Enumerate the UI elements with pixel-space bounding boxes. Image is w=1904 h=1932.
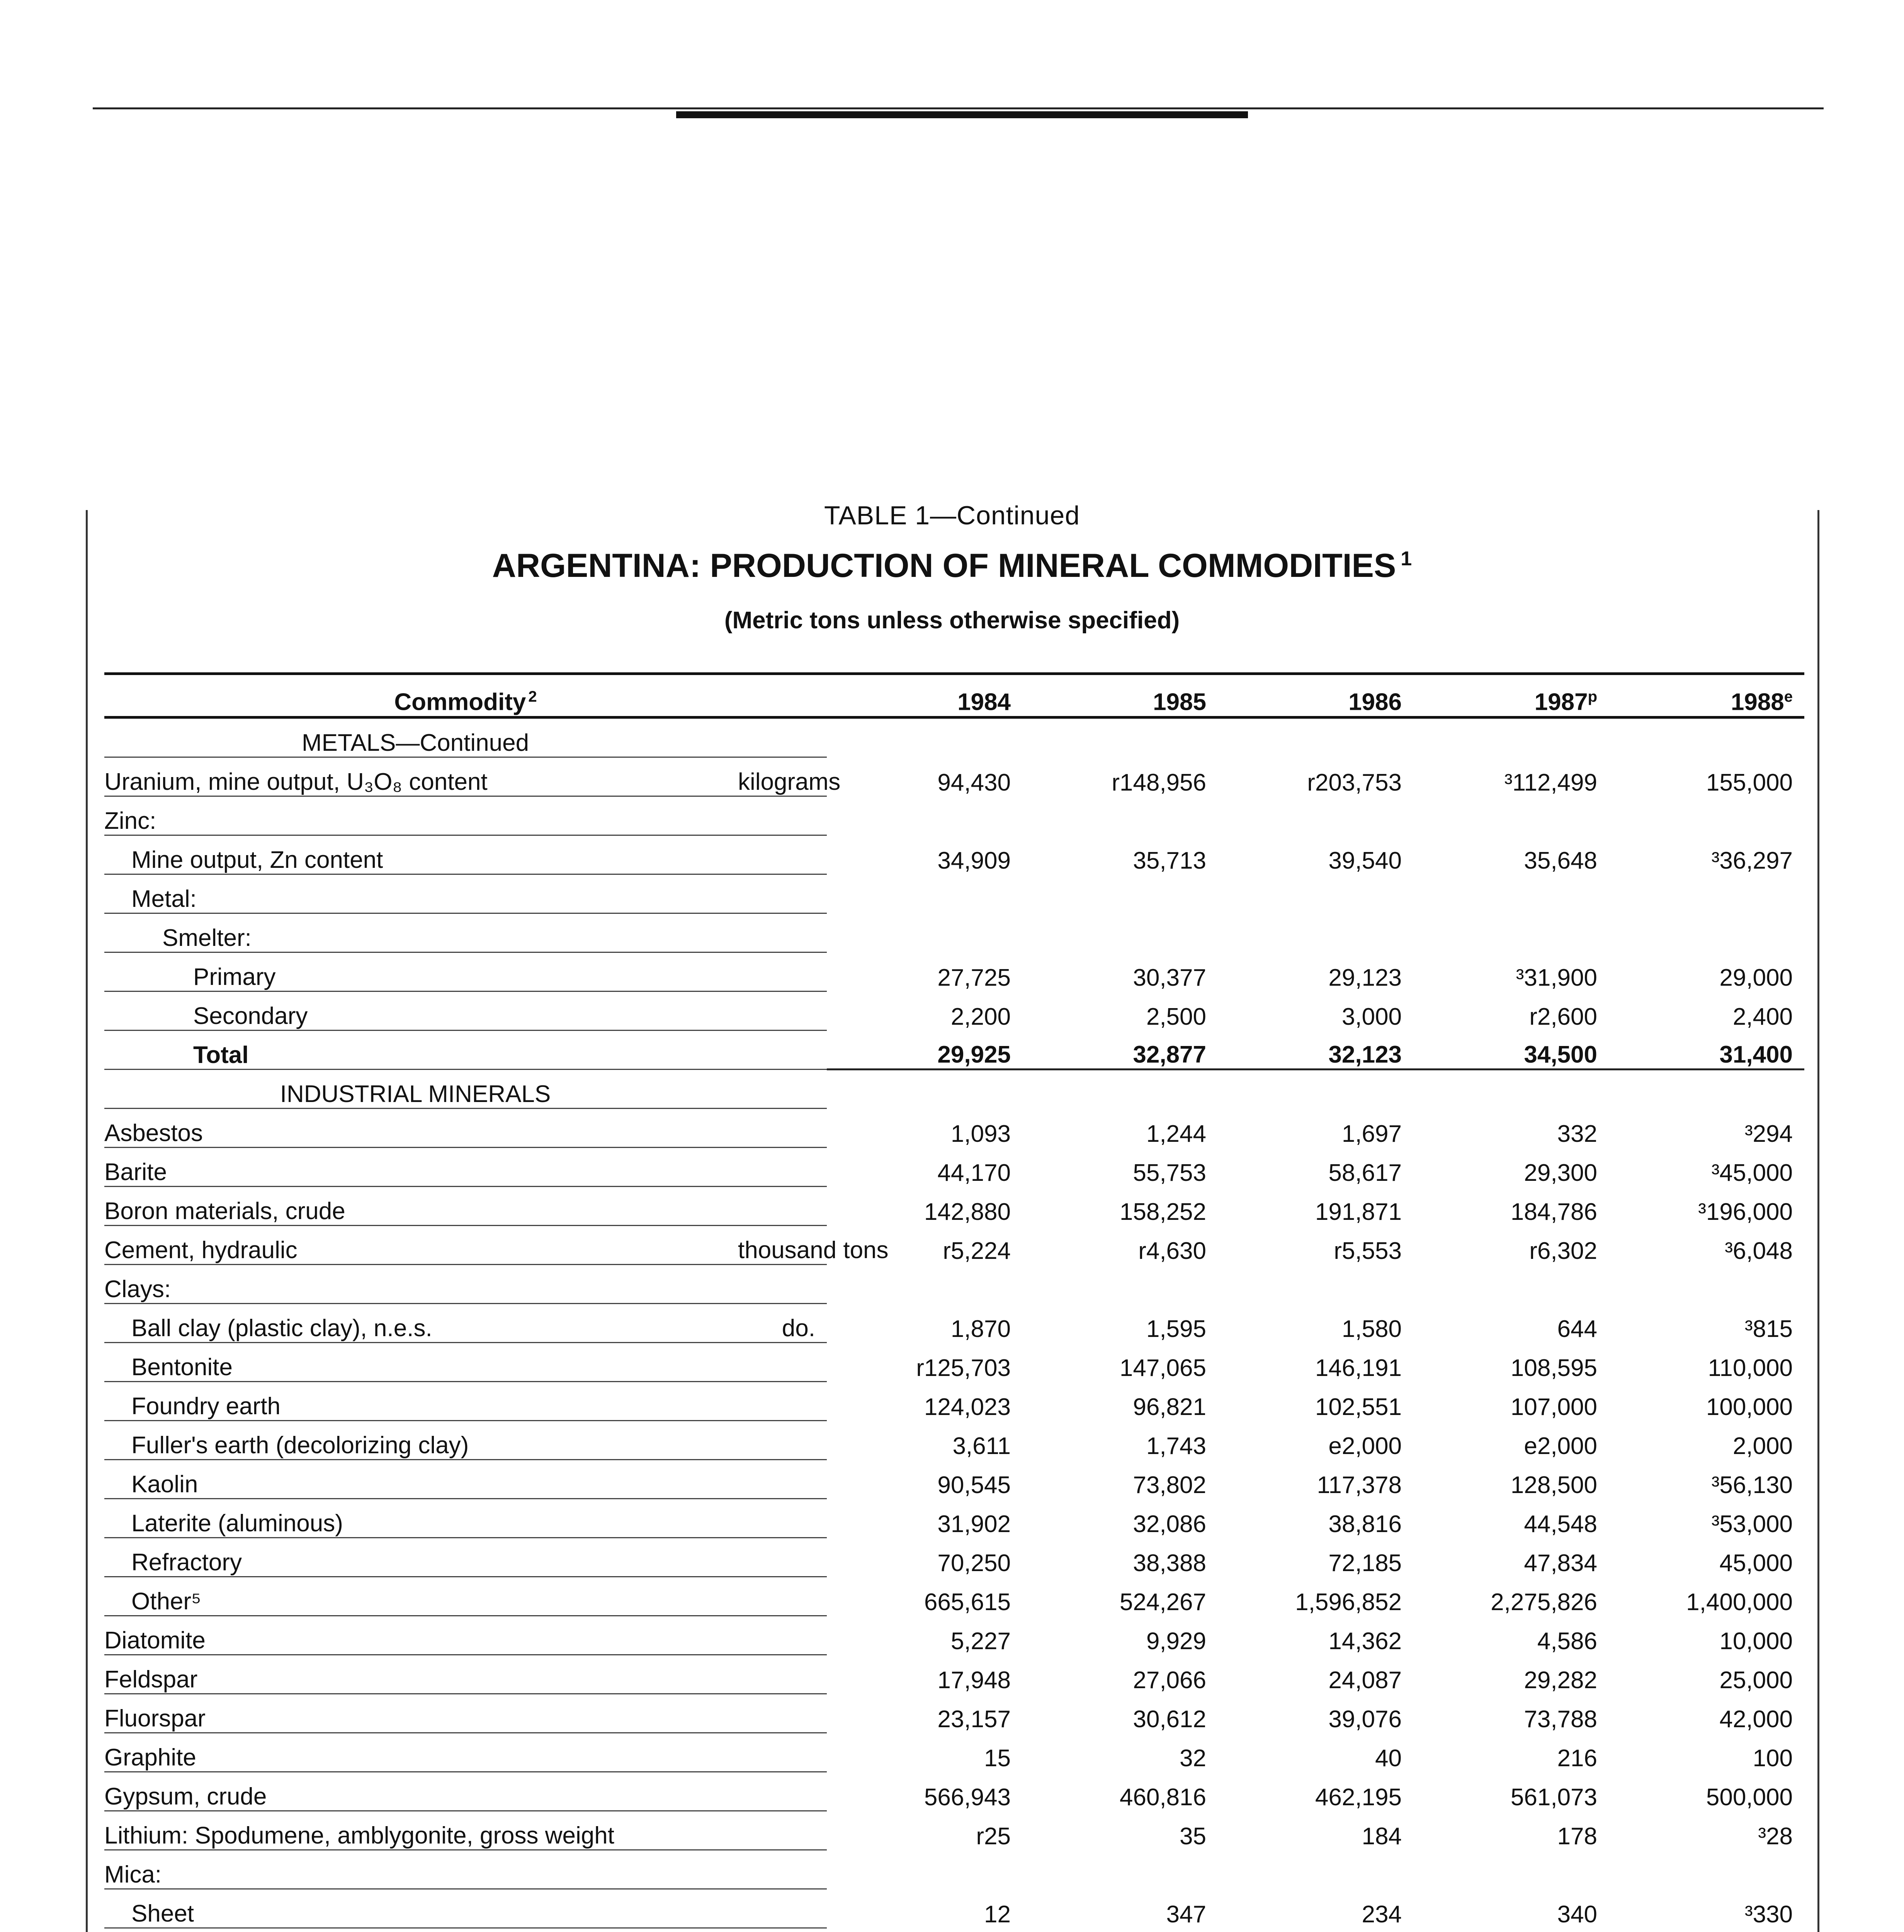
commodity-unit (726, 1538, 827, 1577)
value-cell (1022, 1928, 1218, 1932)
commodity-unit (726, 796, 827, 835)
commodity-name: Ball clay (plastic clay), n.e.s. (104, 1304, 726, 1343)
commodity-unit (726, 1655, 827, 1694)
table-row (104, 952, 1804, 992)
value-cell: 2,000 (1732, 1432, 1793, 1459)
table-row (104, 1850, 1804, 1889)
value-cell: 146,191 (1315, 1354, 1402, 1381)
value-cell: 73,802 (1133, 1471, 1206, 1498)
value-cell (1022, 796, 1218, 835)
value-cell: r125,703 (916, 1354, 1011, 1381)
value-cell (1218, 1928, 1413, 1932)
table-row (104, 1382, 1804, 1421)
value-cell: 347 (1166, 1901, 1206, 1928)
value-cell: 184,786 (1510, 1198, 1597, 1225)
value-cell: 1,400,000 (1686, 1588, 1793, 1616)
value-cell: 216 (1557, 1745, 1597, 1772)
value-cell: 27,725 (937, 964, 1011, 991)
value-cell (1218, 796, 1413, 835)
table-row (104, 1265, 1804, 1304)
value-cell: ³53,000 (1711, 1510, 1793, 1537)
commodity-unit: kilograms (726, 757, 827, 796)
value-cell: 102,551 (1315, 1393, 1402, 1420)
value-cell: r203,753 (1307, 769, 1402, 796)
commodity-name: INDUSTRIAL MINERALS (104, 1070, 726, 1109)
commodity-unit (726, 874, 827, 913)
value-cell: 31,902 (937, 1510, 1011, 1537)
value-cell: 15 (984, 1745, 1011, 1772)
commodity-name: Foundry earth (104, 1382, 726, 1421)
commodity-unit (726, 1382, 827, 1421)
value-cell (1022, 874, 1218, 913)
commodity-unit (726, 952, 827, 992)
value-cell: 1,595 (1146, 1315, 1206, 1342)
commodity-unit (726, 1148, 827, 1187)
value-cell (1413, 1850, 1609, 1889)
commodity-unit (726, 1187, 827, 1226)
value-cell: 35 (1180, 1823, 1206, 1850)
table-row (104, 1109, 1804, 1148)
value-cell: 10,000 (1719, 1628, 1793, 1655)
value-cell: 2,400 (1732, 1003, 1793, 1030)
value-cell (1413, 1070, 1609, 1109)
commodity-unit (726, 1031, 827, 1070)
table-row (104, 913, 1804, 952)
value-cell: 566,943 (924, 1784, 1011, 1811)
value-cell: r5,553 (1334, 1237, 1402, 1264)
value-cell: 32,086 (1133, 1510, 1206, 1537)
year-header (1609, 674, 1804, 718)
value-cell: 9,929 (1146, 1628, 1206, 1655)
value-cell (1609, 1265, 1804, 1304)
value-cell: 462,195 (1315, 1784, 1402, 1811)
value-cell: 90,545 (937, 1471, 1011, 1498)
value-cell: 32,877 (1022, 1031, 1218, 1070)
value-cell (1609, 1850, 1804, 1889)
commodity-name: Boron materials, crude (104, 1187, 726, 1226)
value-cell: r25 (976, 1823, 1011, 1850)
commodity-unit (726, 1577, 827, 1616)
production-table (104, 672, 1804, 1932)
value-cell: 155,000 (1706, 769, 1793, 796)
value-cell: r6,302 (1529, 1237, 1597, 1264)
value-cell (827, 874, 1022, 913)
value-cell (1413, 796, 1609, 835)
table-row (104, 1148, 1804, 1187)
commodity-name: Mine output, Zn content (104, 835, 726, 874)
value-cell: 38,816 (1328, 1510, 1402, 1537)
value-cell (827, 1850, 1022, 1889)
commodity-unit (726, 992, 827, 1031)
commodity-unit (726, 1850, 827, 1889)
value-cell: 1,093 (950, 1120, 1011, 1147)
table-row (104, 1460, 1804, 1499)
commodity-unit (726, 913, 827, 952)
value-cell (1218, 1265, 1413, 1304)
value-cell (1022, 1070, 1218, 1109)
value-cell: r5,224 (943, 1237, 1011, 1264)
value-cell (1022, 1850, 1218, 1889)
table-row (104, 1538, 1804, 1577)
value-cell: 35,713 (1133, 847, 1206, 874)
frame-left-rule (86, 510, 88, 1932)
commodity-name: Cement, hydraulic (104, 1226, 726, 1265)
commodity-footnote-mark: 2 (528, 688, 537, 706)
table-title-text: ARGENTINA: PRODUCTION OF MINERAL COMMODITIES (492, 547, 1396, 584)
table-subtitle: (Metric tons unless otherwise specified) (724, 607, 1180, 634)
commodity-unit (726, 1889, 827, 1928)
value-cell: ³196,000 (1698, 1198, 1793, 1225)
value-cell (1218, 913, 1413, 952)
commodity-name: METALS—Continued (104, 718, 726, 757)
value-cell: 34,500 (1413, 1031, 1609, 1070)
value-cell: ³56,130 (1711, 1471, 1793, 1498)
value-cell: 32 (1180, 1745, 1206, 1772)
table-body (104, 718, 1804, 1932)
value-cell: 44,548 (1524, 1510, 1597, 1537)
value-cell: 2,500 (1146, 1003, 1206, 1030)
value-cell: 34,909 (937, 847, 1011, 874)
commodity-name: Uranium, mine output, U₃O₈ content (104, 757, 726, 796)
value-cell (827, 718, 1022, 757)
commodity-name: Other⁵ (104, 1577, 726, 1616)
table-row (104, 1226, 1804, 1265)
value-cell (1413, 718, 1609, 757)
year-header (1022, 674, 1218, 718)
value-cell: ³28 (1758, 1823, 1793, 1850)
value-cell: 12 (984, 1901, 1011, 1928)
value-cell: 70,250 (937, 1549, 1011, 1577)
value-cell: 24,087 (1328, 1667, 1402, 1694)
value-cell (1413, 913, 1609, 952)
commodity-unit (726, 1265, 827, 1304)
value-cell: ³45,000 (1711, 1159, 1793, 1186)
commodity-name: Lithium: Spodumene, amblygonite, gross weight (104, 1811, 726, 1850)
commodity-unit (726, 1616, 827, 1655)
table-row (104, 757, 1804, 796)
value-cell: 3,611 (952, 1432, 1011, 1459)
commodity-unit (726, 1070, 827, 1109)
commodity-name: Graphite (104, 1733, 726, 1772)
commodity-unit (726, 1694, 827, 1733)
value-cell: 460,816 (1119, 1784, 1206, 1811)
commodity-name: Zinc: (104, 796, 726, 835)
value-cell: r148,956 (1112, 769, 1206, 796)
commodity-name: Gypsum, crude (104, 1772, 726, 1811)
commodity-name: Metal: (104, 874, 726, 913)
value-cell (1609, 874, 1804, 913)
commodity-name: Sheet (104, 1889, 726, 1928)
value-cell: 644 (1557, 1315, 1597, 1342)
value-cell: 1,697 (1341, 1120, 1402, 1147)
value-cell (1609, 718, 1804, 757)
commodity-unit (726, 1928, 827, 1932)
value-cell (1218, 1070, 1413, 1109)
value-cell (827, 1928, 1022, 1932)
value-cell: 234 (1362, 1901, 1402, 1928)
value-cell: 124,023 (924, 1393, 1011, 1420)
value-cell: 39,540 (1328, 847, 1402, 874)
value-cell: 17,948 (937, 1667, 1011, 1694)
value-cell: 5,227 (950, 1628, 1011, 1655)
year-header (827, 674, 1022, 718)
value-cell: 44,170 (937, 1159, 1011, 1186)
table-row (104, 1928, 1804, 1932)
commodity-name: Feldspar (104, 1655, 726, 1694)
value-cell: ³294 (1744, 1120, 1793, 1147)
value-cell: r2,600 (1529, 1003, 1597, 1030)
value-cell: ³815 (1744, 1315, 1793, 1342)
table-row (104, 1694, 1804, 1733)
table-row (104, 1616, 1804, 1655)
value-cell: 184 (1362, 1823, 1402, 1850)
year-header-text: 1987 (1534, 689, 1588, 716)
value-cell: 40 (1375, 1745, 1402, 1772)
table-label: TABLE 1—Continued (824, 501, 1080, 530)
value-cell: 23,157 (937, 1706, 1011, 1733)
value-cell: e2,000 (1328, 1432, 1402, 1459)
value-cell: 665,615 (924, 1588, 1011, 1616)
value-cell (1609, 913, 1804, 952)
value-cell: 55,753 (1133, 1159, 1206, 1186)
value-cell: 4,586 (1537, 1628, 1597, 1655)
value-cell: 107,000 (1510, 1393, 1597, 1420)
value-cell: 128,500 (1510, 1471, 1597, 1498)
value-cell (1413, 1928, 1609, 1932)
value-cell: 524,267 (1119, 1588, 1206, 1616)
top-rule-heavy (676, 111, 1248, 118)
value-cell: 58,617 (1328, 1159, 1402, 1186)
value-cell: 108,595 (1510, 1354, 1597, 1381)
commodity-name: Fuller's earth (decolorizing clay) (104, 1421, 726, 1460)
commodity-name: Mica: (104, 1850, 726, 1889)
commodity-unit (726, 1109, 827, 1148)
value-cell (827, 1265, 1022, 1304)
year-header-text: 1986 (1348, 689, 1402, 716)
value-cell: 30,612 (1133, 1706, 1206, 1733)
total-row (104, 1031, 1804, 1070)
table-row (104, 1304, 1804, 1343)
value-cell (1413, 874, 1609, 913)
value-cell: 3,000 (1341, 1003, 1402, 1030)
value-cell: 178 (1557, 1823, 1597, 1850)
table-row (104, 1499, 1804, 1538)
value-cell: 29,000 (1719, 964, 1793, 991)
year-header (1218, 674, 1413, 718)
value-cell (1413, 1265, 1609, 1304)
value-cell: 142,880 (924, 1198, 1011, 1225)
value-cell: ³112,499 (1504, 769, 1597, 796)
value-cell: 72,185 (1328, 1549, 1402, 1577)
year-mark: p (1588, 688, 1597, 706)
value-cell: 340 (1557, 1901, 1597, 1928)
commodity-unit (726, 1460, 827, 1499)
value-cell: ³330 (1744, 1901, 1793, 1928)
value-cell: 47,834 (1524, 1549, 1597, 1577)
value-cell (827, 1070, 1022, 1109)
commodity-header-text: Commodity (394, 689, 526, 716)
commodity-name: Bentonite (104, 1343, 726, 1382)
value-cell: 561,073 (1510, 1784, 1597, 1811)
value-cell (1609, 1928, 1804, 1932)
commodity-name: Laterite (aluminous) (104, 1499, 726, 1538)
title-footnote-mark: 1 (1401, 548, 1412, 570)
value-cell: 30,377 (1133, 964, 1206, 991)
table-row (104, 1187, 1804, 1226)
value-cell: r4,630 (1138, 1237, 1206, 1264)
value-cell: 1,580 (1341, 1315, 1402, 1342)
commodity-name (104, 1928, 726, 1932)
value-cell (827, 913, 1022, 952)
commodity-name: Total (104, 1031, 726, 1070)
value-cell: 29,925 (827, 1031, 1022, 1070)
value-cell (827, 796, 1022, 835)
commodity-unit: thousand tons (726, 1226, 827, 1265)
commodity-unit: do. (726, 1304, 827, 1343)
value-cell: 73,788 (1524, 1706, 1597, 1733)
section-row (104, 718, 1804, 757)
table-row (104, 1811, 1804, 1850)
commodity-name: Primary (104, 952, 726, 992)
value-cell: ³36,297 (1711, 847, 1793, 874)
value-cell: 96,821 (1133, 1393, 1206, 1420)
commodity-name: Kaolin (104, 1460, 726, 1499)
value-cell: 27,066 (1133, 1667, 1206, 1694)
commodity-name: Clays: (104, 1265, 726, 1304)
value-cell: 100,000 (1706, 1393, 1793, 1420)
value-cell: 31,400 (1609, 1031, 1804, 1070)
table-row (104, 1733, 1804, 1772)
value-cell: 158,252 (1119, 1198, 1206, 1225)
value-cell: 1,743 (1146, 1432, 1206, 1459)
value-cell: 1,870 (950, 1315, 1011, 1342)
value-cell: ³31,900 (1516, 964, 1597, 991)
value-cell: 25,000 (1719, 1667, 1793, 1694)
commodity-unit (726, 1421, 827, 1460)
table-row (104, 1577, 1804, 1616)
table-header-row (104, 674, 1804, 718)
value-cell: 94,430 (937, 769, 1011, 796)
value-cell: ³6,048 (1725, 1237, 1793, 1264)
value-cell (1218, 1850, 1413, 1889)
value-cell: 29,300 (1524, 1159, 1597, 1186)
table-row (104, 835, 1804, 874)
value-cell (1022, 913, 1218, 952)
commodity-header (104, 674, 827, 718)
value-cell (1218, 718, 1413, 757)
value-cell: 500,000 (1706, 1784, 1793, 1811)
value-cell (1022, 1265, 1218, 1304)
year-header-text: 1985 (1153, 689, 1206, 716)
top-rule (93, 107, 1824, 109)
value-cell (1022, 718, 1218, 757)
value-cell: 45,000 (1719, 1549, 1793, 1577)
value-cell: 2,200 (950, 1003, 1011, 1030)
value-cell: 1,244 (1146, 1120, 1206, 1147)
value-cell: 32,123 (1218, 1031, 1413, 1070)
table-row (104, 1655, 1804, 1694)
commodity-name: Diatomite (104, 1616, 726, 1655)
commodity-name: Smelter: (104, 913, 726, 952)
value-cell: 14,362 (1328, 1628, 1402, 1655)
table-row (104, 796, 1804, 835)
table-row (104, 1343, 1804, 1382)
commodity-name: Secondary (104, 992, 726, 1031)
value-cell: 2,275,826 (1491, 1588, 1597, 1616)
value-cell (1609, 796, 1804, 835)
year-header-text: 1988 (1731, 689, 1784, 716)
value-cell: 147,065 (1119, 1354, 1206, 1381)
commodity-unit (726, 1811, 827, 1850)
value-cell (1218, 874, 1413, 913)
table-row (104, 874, 1804, 913)
value-cell: 100 (1753, 1745, 1793, 1772)
table-row (104, 1772, 1804, 1811)
year-mark: e (1784, 688, 1793, 706)
commodity-unit (726, 1733, 827, 1772)
value-cell: 110,000 (1708, 1354, 1793, 1381)
commodity-unit (726, 1499, 827, 1538)
value-cell: 1,596,852 (1295, 1588, 1402, 1616)
commodity-name: Refractory (104, 1538, 726, 1577)
table-row (104, 1421, 1804, 1460)
commodity-unit (726, 1343, 827, 1382)
commodity-unit (726, 1772, 827, 1811)
value-cell: 39,076 (1328, 1706, 1402, 1733)
value-cell (1609, 1070, 1804, 1109)
value-cell: 117,378 (1317, 1471, 1402, 1498)
value-cell: 29,282 (1524, 1667, 1597, 1694)
commodity-unit (726, 835, 827, 874)
year-header-text: 1984 (957, 689, 1011, 716)
table-title (0, 547, 1904, 585)
commodity-name: Fluorspar (104, 1694, 726, 1733)
value-cell: 38,388 (1133, 1549, 1206, 1577)
commodity-unit (726, 718, 827, 757)
year-header (1413, 674, 1609, 718)
value-cell: e2,000 (1524, 1432, 1597, 1459)
table-row (104, 992, 1804, 1031)
value-cell: 332 (1557, 1120, 1597, 1147)
frame-right-rule (1817, 510, 1819, 1932)
value-cell: 35,648 (1524, 847, 1597, 874)
section-row (104, 1070, 1804, 1109)
value-cell: 42,000 (1719, 1706, 1793, 1733)
value-cell: 191,871 (1315, 1198, 1402, 1225)
table-row (104, 1889, 1804, 1928)
commodity-name: Barite (104, 1148, 726, 1187)
commodity-name: Asbestos (104, 1109, 726, 1148)
value-cell: 29,123 (1328, 964, 1402, 991)
